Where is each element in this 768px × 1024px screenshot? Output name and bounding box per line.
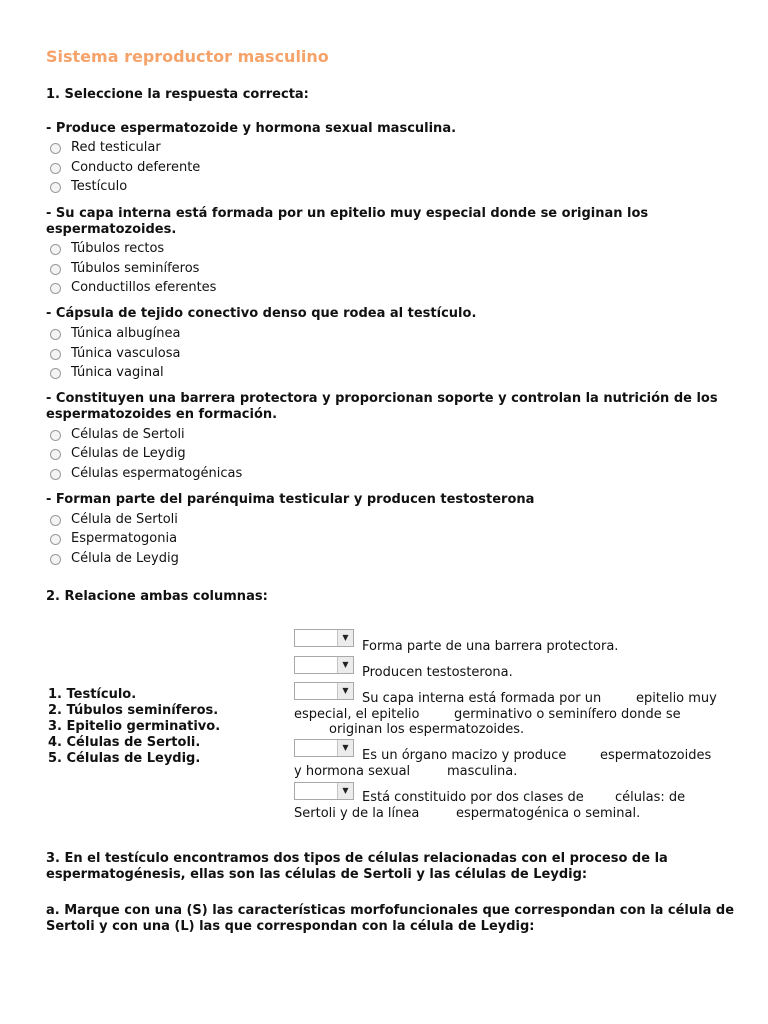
radio-button[interactable] — [50, 430, 61, 441]
match-text: Es un órgano macizo y produce — [362, 748, 567, 763]
page-title: Sistema reproductor masculino — [46, 47, 329, 66]
match-text: Producen testosterona. — [362, 665, 513, 680]
match-text: espermatogénica o seminal. — [456, 806, 641, 821]
match-text: especial, el epitelio — [294, 707, 420, 722]
left-item: 1. Testículo. — [48, 687, 137, 702]
left-item: 3. Epitelio germinativo. — [48, 719, 221, 734]
radio-option[interactable] — [50, 531, 177, 547]
option-label: Túnica albugínea — [71, 326, 181, 341]
radio-option[interactable] — [50, 160, 200, 176]
radio-option[interactable] — [50, 365, 164, 381]
radio-button[interactable] — [50, 554, 61, 565]
chevron-down-icon: ▼ — [337, 683, 353, 699]
radio-option[interactable] — [50, 346, 180, 362]
match-dropdown[interactable] — [294, 782, 354, 800]
section2-heading: 2. Relacione ambas columnas: — [46, 589, 268, 604]
radio-option[interactable] — [50, 446, 186, 462]
left-item: 5. Células de Leydig. — [48, 751, 201, 766]
option-label: Célula de Leydig — [71, 551, 179, 566]
radio-button[interactable] — [50, 163, 61, 174]
radio-option[interactable] — [50, 179, 127, 195]
radio-button[interactable] — [50, 143, 61, 154]
match-text: Forma parte de una barrera protectora. — [362, 639, 619, 654]
section1-heading: 1. Seleccione la respuesta correcta: — [46, 87, 309, 102]
match-text: Está constituido por dos clases de — [362, 790, 584, 805]
radio-option[interactable] — [50, 326, 180, 342]
match-text: epitelio muy — [636, 691, 717, 706]
left-item: 2. Túbulos seminíferos. — [48, 703, 219, 718]
match-text: germinativo o seminífero donde se — [454, 707, 681, 722]
match-text: células: de — [615, 790, 686, 805]
match-dropdown[interactable] — [294, 739, 354, 757]
option-label: Células espermatogénicas — [71, 466, 243, 481]
match-dropdown[interactable] — [294, 656, 354, 674]
radio-option[interactable] — [50, 140, 161, 156]
radio-button[interactable] — [50, 515, 61, 526]
radio-button[interactable] — [50, 349, 61, 360]
question-1-text: - Produce espermatozoide y hormona sexual masculina. — [46, 121, 457, 136]
match-text: Sertoli y de la línea — [294, 806, 420, 821]
radio-button[interactable] — [50, 264, 61, 275]
radio-button[interactable] — [50, 182, 61, 193]
radio-option[interactable] — [50, 427, 185, 443]
option-label: Célula de Sertoli — [71, 512, 178, 527]
left-column — [48, 687, 220, 767]
option-label: Red testicular — [71, 140, 161, 155]
radio-option[interactable] — [50, 241, 164, 257]
radio-button[interactable] — [50, 244, 61, 255]
section3-heading: 3. En el testículo encontramos dos tipos de células relacionadas con el proceso de la espermatogénesis, ellas son las células de Sertoli y las células de Leydig: — [46, 851, 668, 882]
option-label: Células de Leydig — [71, 446, 186, 461]
question-5-text: - Forman parte del parénquima testicular y producen testosterona — [46, 492, 535, 507]
radio-option[interactable] — [50, 261, 199, 277]
option-label: Células de Sertoli — [71, 427, 185, 442]
question-4-text: - Constituyen una barrera protectora y proporcionan soporte y controlan la nutrición de los espermatozoides en formación. — [46, 391, 718, 422]
match-text: masculina. — [447, 764, 518, 779]
option-label: Túnica vasculosa — [71, 346, 181, 361]
radio-button[interactable] — [50, 283, 61, 294]
radio-option[interactable] — [50, 512, 178, 528]
option-label: Conductillos eferentes — [71, 280, 217, 295]
chevron-down-icon: ▼ — [337, 630, 353, 646]
match-dropdown[interactable] — [294, 682, 354, 700]
match-text: y hormona sexual — [294, 764, 411, 779]
option-label: Espermatogonia — [71, 531, 178, 546]
question-2-text: - Su capa interna está formada por un epitelio muy especial donde se originan los espermatozoides. — [46, 206, 649, 237]
chevron-down-icon: ▼ — [337, 657, 353, 673]
radio-button[interactable] — [50, 449, 61, 460]
section3-subheading: a. Marque con una (S) las características morfofuncionales que correspondan con la célula de Sertoli y con una (L) las que correspondan con la célula de Leydig: — [46, 903, 735, 934]
chevron-down-icon: ▼ — [337, 783, 353, 799]
option-label: Túbulos rectos — [71, 241, 165, 256]
option-label: Conducto deferente — [71, 160, 201, 175]
option-label: Testículo — [71, 179, 128, 194]
left-item: 4. Células de Sertoli. — [48, 735, 201, 750]
radio-button[interactable] — [50, 329, 61, 340]
option-label: Túbulos seminíferos — [71, 261, 200, 276]
match-text: Su capa interna está formada por un — [362, 691, 602, 706]
match-dropdown[interactable] — [294, 629, 354, 647]
radio-option[interactable] — [50, 466, 242, 482]
radio-button[interactable] — [50, 469, 61, 480]
option-label: Túnica vaginal — [71, 365, 164, 380]
chevron-down-icon: ▼ — [337, 740, 353, 756]
radio-button[interactable] — [50, 368, 61, 379]
radio-option[interactable] — [50, 280, 216, 296]
match-text: originan los espermatozoides. — [329, 722, 525, 737]
radio-button[interactable] — [50, 534, 61, 545]
match-text: espermatozoides — [600, 748, 712, 763]
question-3-text: - Cápsula de tejido conectivo denso que rodea al testículo. — [46, 306, 477, 321]
radio-option[interactable] — [50, 551, 179, 567]
